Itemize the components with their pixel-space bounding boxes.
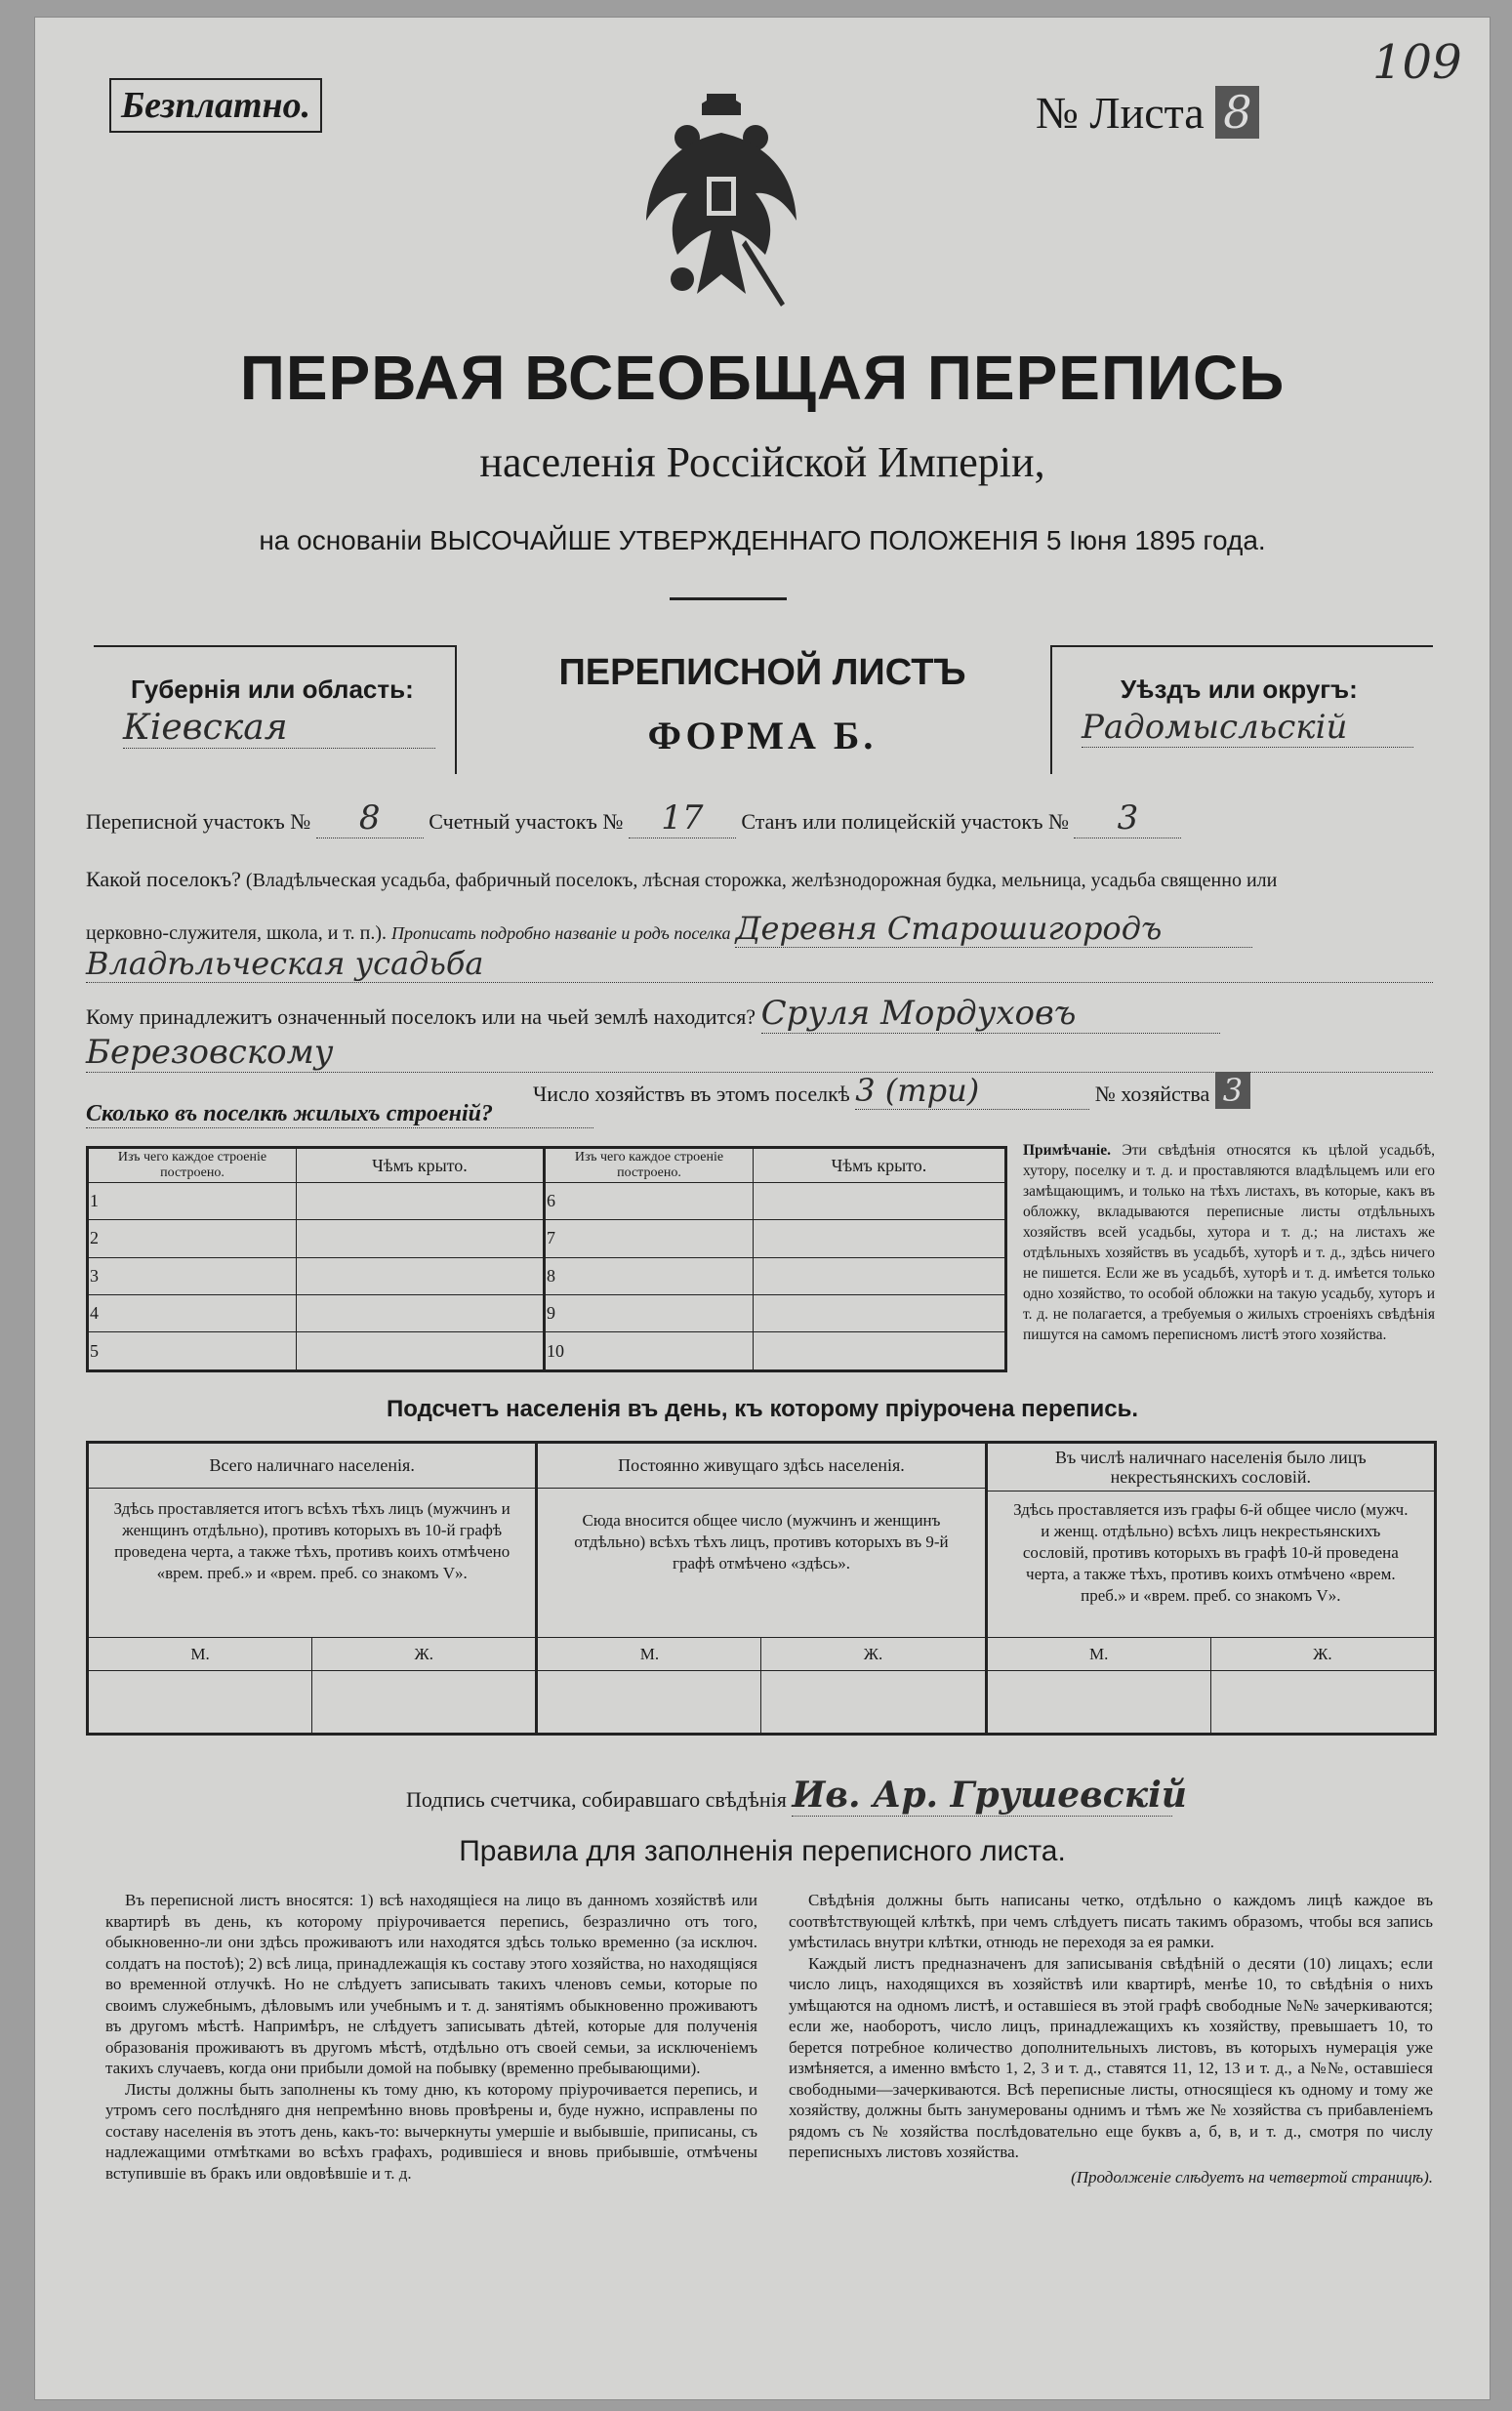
buildings-table [86,1146,1007,1372]
settlement-line-2 [86,910,1452,948]
rules-paragraph: Въ переписной листъ вносятся: 1) всѣ находящіеся на лицо въ данномъ хозяйствѣ или квартирѣ въ день, къ которому пріурочивается перепись, безразлично отъ того, обыкновенно-ли они здѣсь проживаютъ или находятся здѣсь только временно (за исключ. солдатъ на постоѣ); 2) всѣ лица, принадлежащія къ составу этого хозяйства, но находящіяся во временной отлучкѣ. Но не слѣдуетъ записывать такихъ членовъ семьи, которые по своимъ служебнымъ, дѣловымъ или учебнымъ и т. д. занятіямъ обыкновенно проживаютъ въ другомъ мѣстѣ. Напримѣръ, не слѣдуетъ записывать дѣтей, которые для полученія образованія проживаютъ въ другомъ мѣстѣ, отдѣльно отъ своей семьи, за исключеніемъ такихъ случаевъ, когда они прибыли домой на побывку (временно пребывающими). [105,1891,757,2077]
count-cell[interactable] [537,1671,761,1735]
population-col-text: Здѣсь проставляется итогъ всѣхъ тѣхъ лицъ (мужчинъ и женщинъ отдѣльно), противъ которыхъ въ 10-й графѣ проведена черта, а также тѣхъ, противъ коихъ отмѣчено «врем. преб.» и «врем. преб. со знакомъ V». [113,1499,511,1582]
population-title: Подсчетъ населенія въ день, къ которому пріурочена перепись. [387,1396,1138,1422]
continued-note: (Продолженіе слѣдуетъ на четвертой страницѣ). [1071,2167,1433,2186]
free-label: Безплатно. [109,78,322,133]
population-col-total [88,1443,537,1638]
col-roof-left: Чѣмъ крыто. [297,1148,545,1183]
col-material-right: Изъ чего каждое строеніе построено. [545,1148,754,1183]
stan-value: 3 [1074,798,1181,838]
population-col-permanent [537,1443,986,1638]
census-area-value: 8 [316,798,424,838]
buildings-question: Сколько въ поселкѣ жилыхъ строеній? [86,1101,593,1128]
population-col-head: Всего наличнаго населенія. [89,1444,535,1489]
settlement-line [86,867,1452,892]
double-headed-eagle-icon [638,84,804,318]
row-number: 5 [88,1332,297,1371]
rules-paragraph: Каждый листъ предназначенъ для записыванія свѣдѣній о десяти (10) лицахъ; если число лицъ, находящихся въ хозяйствѣ или квартирѣ, менѣе 10, то свѣдѣнія о нихъ умѣщаются на одномъ листѣ, и оставшіеся въ этой графѣ свободные №№ зачеркиваются; если же, наоборотъ, число лицъ, принадлежащихъ къ хозяйству, превышаетъ 10, то берется потребное количество дополнительныхъ листовъ, въ которыхъ нумерація уже измѣняется, а именно вмѣсто 1, 2, 3 и т. д., ставятся 11, 12, 13 и т. д., а №№, оставшіеся свободными—зачеркиваются. Всѣ переписные листы, относящіеся къ одному и тому же хозяйству, должны быть занумерованы однимъ и тѣмъ же № хозяйства съ прибавленіемъ рядомъ съ № хозяйства послѣдовательно еще буквъ а, б, в, и т. д., смотря по числу переписныхъ листовъ хозяйства. [789,1953,1433,2161]
household-number-label: № хозяйства [1094,1082,1210,1106]
roof-cell[interactable] [754,1332,1006,1371]
settlement-instruction: Прописать подробно названіе и родъ поселка [391,923,731,943]
female-header: Ж. [1210,1638,1435,1671]
uezd-value: Радомысльскій [1082,708,1413,748]
row-number: 1 [88,1183,297,1220]
households-value: 3 (три) [855,1072,1089,1110]
roof-cell[interactable] [754,1294,1006,1331]
settlement-value-2: Владѣльческая усадьба [86,945,1433,983]
population-table [86,1441,1437,1736]
areas-line [86,798,1443,838]
row-number: 10 [545,1332,754,1371]
census-sheet [35,18,1490,2399]
archive-number: 109 [1372,35,1462,90]
count-cell[interactable] [312,1671,537,1735]
male-header: М. [88,1638,312,1671]
settlement-hint-2: церковно-служителя, школа, и т. п.). [86,922,387,944]
signature-label: Подпись счетчика, собиравшаго свѣдѣнія [406,1787,787,1812]
legal-basis: на основаніи ВЫСОЧАЙШЕ УТВЕРЖДЕННАГО ПОЛОЖЕНІЯ 5 Іюня 1895 года. [259,525,1266,555]
stan-label: Станъ или полицейскій участокъ № [741,809,1069,834]
male-header: М. [537,1638,761,1671]
female-header: Ж. [761,1638,986,1671]
row-number: 8 [545,1257,754,1294]
uezd-box [1050,645,1433,774]
sheet-number-value: 8 [1215,86,1259,139]
owner-question: Кому принадлежитъ означенный поселокъ или на чьей землѣ находится? [86,1004,756,1029]
population-col-text: Сюда вносится общее число (мужчинъ и женщинъ отдѣльно) всѣхъ тѣхъ лицъ, противъ которыхъ въ 9-й графѣ отмѣчено «здѣсь». [574,1511,949,1573]
rules-paragraph: Листы должны быть заполнены къ тому дню, къ которому пріурочивается перепись, и утромъ сего послѣдняго дня непремѣнно вновь провѣрены и, буде нужно, исправлены по составу населенія въ этотъ день, какъ-то: вычеркнуты умершіе и выбывшіе, приписаны, съ надлежащими отмѣтками во всѣхъ графахъ, родившіеся и вновь прибывшіе, отмѣчены вступившіе въ бракъ или овдовѣвшіе и т. д. [105,2079,757,2183]
uezd-label: Уѣздъ или округъ: [1121,674,1358,704]
row-number: 4 [88,1294,297,1331]
page-title: ПЕРВАЯ ВСЕОБЩАЯ ПЕРЕПИСЬ [239,343,1286,413]
col-roof-right: Чѣмъ крыто. [754,1148,1006,1183]
rules-left-column [105,1890,757,2184]
row-number: 6 [545,1183,754,1220]
form-title: ФОРМА Б. [647,714,878,757]
roof-cell[interactable] [754,1257,1006,1294]
gubernia-value: Кіевская [123,708,435,749]
male-header: М. [986,1638,1210,1671]
roof-cell[interactable] [754,1183,1006,1220]
count-area-value: 17 [629,798,736,838]
census-area-label: Переписной участокъ № [86,809,311,834]
col-material-left: Изъ чего каждое строеніе построено. [88,1148,297,1183]
owner-value-2: Березовскому [86,1033,1433,1073]
female-header: Ж. [312,1638,537,1671]
settlement-question: Какой поселокъ? [86,867,241,891]
row-number: 9 [545,1294,754,1331]
note-text: Эти свѣдѣнія относятся къ цѣлой усадьбѣ, хутору, поселку и т. д. и проставляются владѣльцемъ или его замѣщающимъ, и только на тѣхъ листахъ, въ которые, какъ въ обложку, вкладываются переписные листы отдѣльныхъ хозяйствъ всей усадьбы, хутора и т. д.; на листахъ же отдѣльныхъ хозяйствъ въ усадьбѣ, хуторѣ и т. д., здѣсь ничего не пишется. Если же въ усадьбѣ, хуторѣ и т. д. имѣется только одно хозяйство, то особой обложки на такую усадьбу, хуторъ и т. д. не полагается, а требуемыя о жилыхъ строеніяхъ свѣдѣнія пишутся на самомъ переписномъ листѣ этого хозяйства. [1023,1142,1436,1343]
household-number-value: 3 [1215,1072,1250,1109]
households-label: Число хозяйствъ въ этомъ поселкѣ [533,1082,850,1106]
population-col-text: Здѣсь проставляется изъ графы 6-й общее число (мужч. и женщ. отдѣльно) всѣхъ лицъ некрестьянскихъ сословій, противъ которыхъ въ графѣ 10-й проведена черта, а также тѣхъ, противъ коихъ отмѣчено «врем. преб.» и «врем. преб. со знакомъ V». [1013,1500,1409,1605]
sheet-number [1036,86,1259,139]
gubernia-box [94,645,457,774]
roof-cell[interactable] [297,1294,545,1331]
owner-line [86,994,1452,1034]
population-col-head: Постоянно живущаго здѣсь населенія. [538,1444,984,1489]
note-head: Примѣчаніе. [1023,1142,1111,1159]
rules-right-column [789,1890,1433,2187]
count-cell[interactable] [986,1671,1210,1735]
row-number: 7 [545,1220,754,1257]
roof-cell[interactable] [297,1220,545,1257]
count-cell[interactable] [1210,1671,1435,1735]
roof-cell[interactable] [297,1183,545,1220]
rules-paragraph: Свѣдѣнія должны быть написаны четко, отдѣльно о каждомъ лицѣ каждое въ соотвѣтствующей клѣткѣ, при чемъ слѣдуетъ писать такимъ образомъ, чтобы вся запись умѣстилась внутри клѣтки, отнюдь не переходя за ея рамки. [789,1891,1433,1951]
settlement-hint: (Владѣльческая усадьба, фабричный поселокъ, лѣсная сторожка, желѣзнодорожная будка, мельница, усадьба священно или [245,870,1278,891]
sheet-title: ПЕРЕПИСНОЙ ЛИСТЪ [558,652,966,693]
signature-line [406,1775,1187,1817]
count-cell[interactable] [761,1671,986,1735]
owner-value-1: Сруля Мордуховъ [761,994,1220,1034]
sheet-number-label: № Листа [1036,88,1205,138]
row-number: 2 [88,1220,297,1257]
signature-value: Ив. Ар. Грушевскій [792,1775,1187,1816]
settlement-value-1: Деревня Старошигородъ [735,910,1252,948]
households-line [533,1072,1431,1110]
note-block [1023,1140,1435,1345]
row-number: 3 [88,1257,297,1294]
divider [670,597,787,600]
roof-cell[interactable] [297,1332,545,1371]
count-cell[interactable] [88,1671,312,1735]
roof-cell[interactable] [297,1257,545,1294]
count-area-label: Счетный участокъ № [429,809,624,834]
roof-cell[interactable] [754,1220,1006,1257]
gubernia-label: Губернія или область: [131,674,414,704]
population-col-head: Въ числѣ наличнаго населенія было лицъ некрестьянскихъ сословій. [988,1444,1434,1492]
page-subtitle: населенія Россійской Имперіи, [479,438,1045,486]
rules-title: Правила для заполненія переписного листа. [459,1835,1066,1867]
population-col-nonpeasant [986,1443,1435,1638]
